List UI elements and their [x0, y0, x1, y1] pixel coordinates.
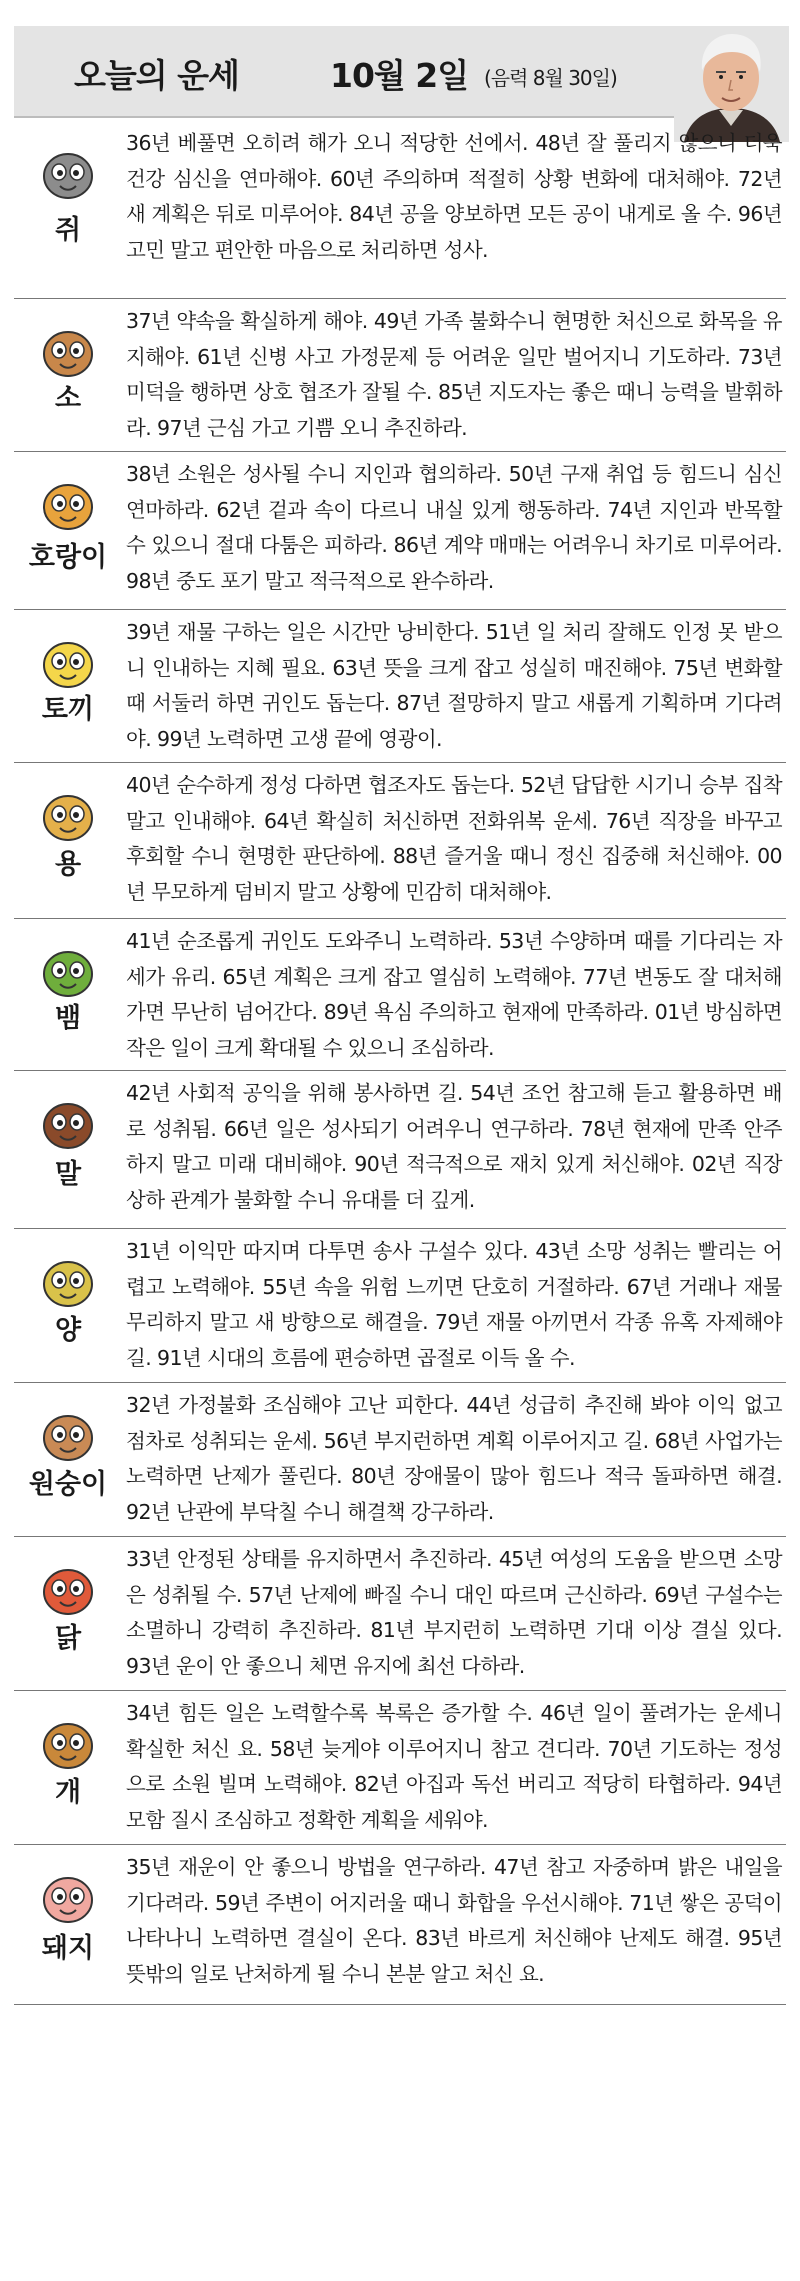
zodiac-name: 뱀 — [54, 1003, 82, 1034]
fortune-text: 36년 베풀면 오히려 해가 오니 적당한 선에서. 48년 잘 풀리지 않으니 더욱 건강 심신을 연마해야. 60년 주의하며 적절히 상황 변화에 대처해야. 72년 새 계획은 뒤로 미루어야. 84년 공을 양보하면 모든 공이 내게로 올 수. 96년 고민 말고 편안한 마음으로 처리하면 성사. — [126, 131, 782, 262]
dog-icon — [36, 1712, 100, 1776]
fortune-text: 37년 약속을 확실하게 해야. 49년 가족 불화수니 현명한 처신으로 화목을 유지해야. 61년 신병 사고 가정문제 등 어려운 일만 벌어지니 기도하라. 73년 미덕을 행하면 상호 협조가 잘될 수. 85년 지도자는 좋은 때니 능력을 발휘하라. 97년 근심 가고 기쁨 오니 추진하라. — [126, 309, 782, 440]
fortune-row — [14, 762, 786, 919]
zodiac-name: 쥐 — [54, 215, 82, 246]
fortune-row — [14, 298, 786, 452]
page-title: 오늘의 운세 — [74, 56, 239, 95]
fortune-text: 32년 가정불화 조심해야 고난 피한다. 44년 성급히 추진해 봐야 이익 없고 점차로 성취되는 운세. 56년 부지런하면 계획 이루어지고 길. 68년 사업가는 노력하면 난제가 풀린다. 80년 장애물이 많아 힘드나 적극 돌파하면 해결. 92년 난관에 부닥칠 수니 해결책 강구하라. — [126, 1393, 782, 1524]
zodiac-cell — [14, 609, 122, 762]
fortune-row — [14, 1844, 786, 2005]
fortune-text: 33년 안정된 상태를 유지하면서 추진하라. 45년 여성의 도움을 받으면 소망은 성취될 수. 57년 난제에 빠질 수니 대인 따르며 근신하라. 69년 구설수는 소멸하니 강력히 추진하라. 81년 부지런히 노력하면 기대 이상 결실 있다. 93년 운이 안 좋으니 체면 유지에 최선 다하라. — [126, 1547, 782, 1678]
rat-icon — [36, 142, 100, 206]
zodiac-name: 닭 — [54, 1623, 82, 1654]
tiger-icon — [36, 473, 100, 537]
zodiac-cell — [14, 762, 122, 918]
horse-icon — [36, 1092, 100, 1156]
fortune-row — [14, 1690, 786, 1845]
ox-icon — [36, 320, 100, 384]
zodiac-cell — [14, 1536, 122, 1690]
zodiac-cell — [14, 1070, 122, 1228]
fortune-row — [14, 1382, 786, 1537]
dragon-icon — [36, 784, 100, 848]
fortune-row — [14, 1536, 786, 1691]
zodiac-name: 용 — [54, 849, 82, 880]
snake-icon — [36, 940, 100, 1004]
fortune-row — [14, 1070, 786, 1229]
lunar-date-label: (음력 8월 30일) — [484, 66, 617, 90]
fortune-text: 39년 재물 구하는 일은 시간만 낭비한다. 51년 일 처리 잘해도 인정 못 받으니 인내하는 지혜 필요. 63년 뜻을 크게 잡고 성실히 매진해야. 75년 변화할 때 서둘러 하면 귀인도 돕는다. 87년 절망하지 말고 새롭게 기획하며 기다려야. 99년 노력하면 고생 끝에 영광이. — [126, 620, 782, 751]
pig-icon — [36, 1866, 100, 1930]
zodiac-name: 말 — [54, 1159, 82, 1190]
fortune-text: 38년 소원은 성사될 수니 지인과 협의하라. 50년 구재 취업 등 힘드니 심신 연마하라. 62년 겉과 속이 다르니 내실 있게 행동하라. 74년 지인과 반목할 수 있으니 절대 다툼은 피하라. 86년 계약 매매는 어려우니 차기로 미루어라. 98년 중도 포기 말고 적극적으로 완수하라. — [126, 462, 782, 593]
zodiac-cell — [14, 451, 122, 609]
zodiac-name: 양 — [54, 1315, 82, 1346]
fortune-row — [14, 609, 786, 763]
zodiac-name: 토끼 — [41, 694, 95, 725]
header-bar — [14, 26, 786, 118]
fortune-text: 31년 이익만 따지며 다투면 송사 구설수 있다. 43년 소망 성취는 빨리는 어렵고 노력해야. 55년 속을 위험 느끼면 단호히 거절하라. 67년 거래나 재물 무리하지 말고 새 방향으로 해결을. 79년 재물 아끼면서 각종 유혹 자제해야 길. 91년 시대의 흐름에 편승하면 곱절로 이득 올 수. — [126, 1239, 782, 1370]
zodiac-name: 호랑이 — [28, 542, 108, 573]
rabbit-icon — [36, 631, 100, 695]
sheep-icon — [36, 1250, 100, 1314]
fortune-row — [14, 451, 786, 610]
zodiac-cell — [14, 1690, 122, 1844]
fortune-text: 35년 재운이 안 좋으니 방법을 연구하라. 47년 참고 자중하며 밝은 내일을 기다려라. 59년 주변이 어지러울 때니 화합을 우선시해야. 71년 쌓은 공덕이 나타나니 노력하면 결실이 온다. 83년 바르게 처신해야 난제도 해결. 95년 뜻밖의 일로 난처하게 될 수니 본분 알고 처신 요. — [126, 1855, 782, 1986]
zodiac-cell — [14, 298, 122, 451]
zodiac-cell — [14, 918, 122, 1070]
zodiac-name: 소 — [54, 383, 82, 414]
fortune-row — [14, 1228, 786, 1383]
zodiac-cell — [14, 1844, 122, 2004]
zodiac-name: 개 — [54, 1777, 82, 1808]
fortune-text: 41년 순조롭게 귀인도 도와주니 노력하라. 53년 수양하며 때를 기다리는 자세가 유리. 65년 계획은 크게 잡고 열심히 노력해야. 77년 변동도 잘 대처해 가면 무난히 넘어간다. 89년 욕심 주의하고 현재에 만족하라. 01년 방심하면 작은 일이 크게 확대될 수 있으니 조심하라. — [126, 929, 782, 1060]
zodiac-cell — [14, 120, 122, 298]
zodiac-cell — [14, 1228, 122, 1382]
fortune-row — [14, 120, 786, 299]
zodiac-cell — [14, 1382, 122, 1536]
zodiac-name: 돼지 — [41, 1933, 95, 1964]
monkey-icon — [36, 1404, 100, 1468]
fortune-text: 40년 순수하게 정성 다하면 협조자도 돕는다. 52년 답답한 시기니 승부 집착 말고 인내해야. 64년 확실히 처신하면 전화위복 운세. 76년 직장을 바꾸고 후회할 수니 현명한 판단하에. 88년 즐거울 때니 정신 집중해 처신해야. 00년 무모하게 덤비지 말고 상황에 민감히 대처해야. — [126, 773, 782, 904]
fortune-text: 42년 사회적 공익을 위해 봉사하면 길. 54년 조언 참고해 듣고 활용하면 배로 성취됨. 66년 일은 성사되기 어려우니 연구하라. 78년 현재에 만족 안주하지 말고 미래 대비해야. 90년 적극적으로 재치 있게 처신해야. 02년 직장 상하 관계가 불화할 수니 유대를 더 깊게. — [126, 1081, 782, 1212]
rooster-icon — [36, 1558, 100, 1622]
date-label: 10월 2일 — [330, 56, 469, 95]
zodiac-name: 원숭이 — [28, 1469, 108, 1500]
fortune-row — [14, 918, 786, 1071]
fortune-text: 34년 힘든 일은 노력할수록 복록은 증가할 수. 46년 일이 풀려가는 운세니 확실한 처신 요. 58년 늦게야 이루어지니 참고 견디라. 70년 기도하는 정성으로 소원 빌며 노력해야. 82년 아집과 독선 버리고 적당히 타협하라. 94년 모함 질시 조심하고 정확한 계획을 세워야. — [126, 1701, 782, 1832]
